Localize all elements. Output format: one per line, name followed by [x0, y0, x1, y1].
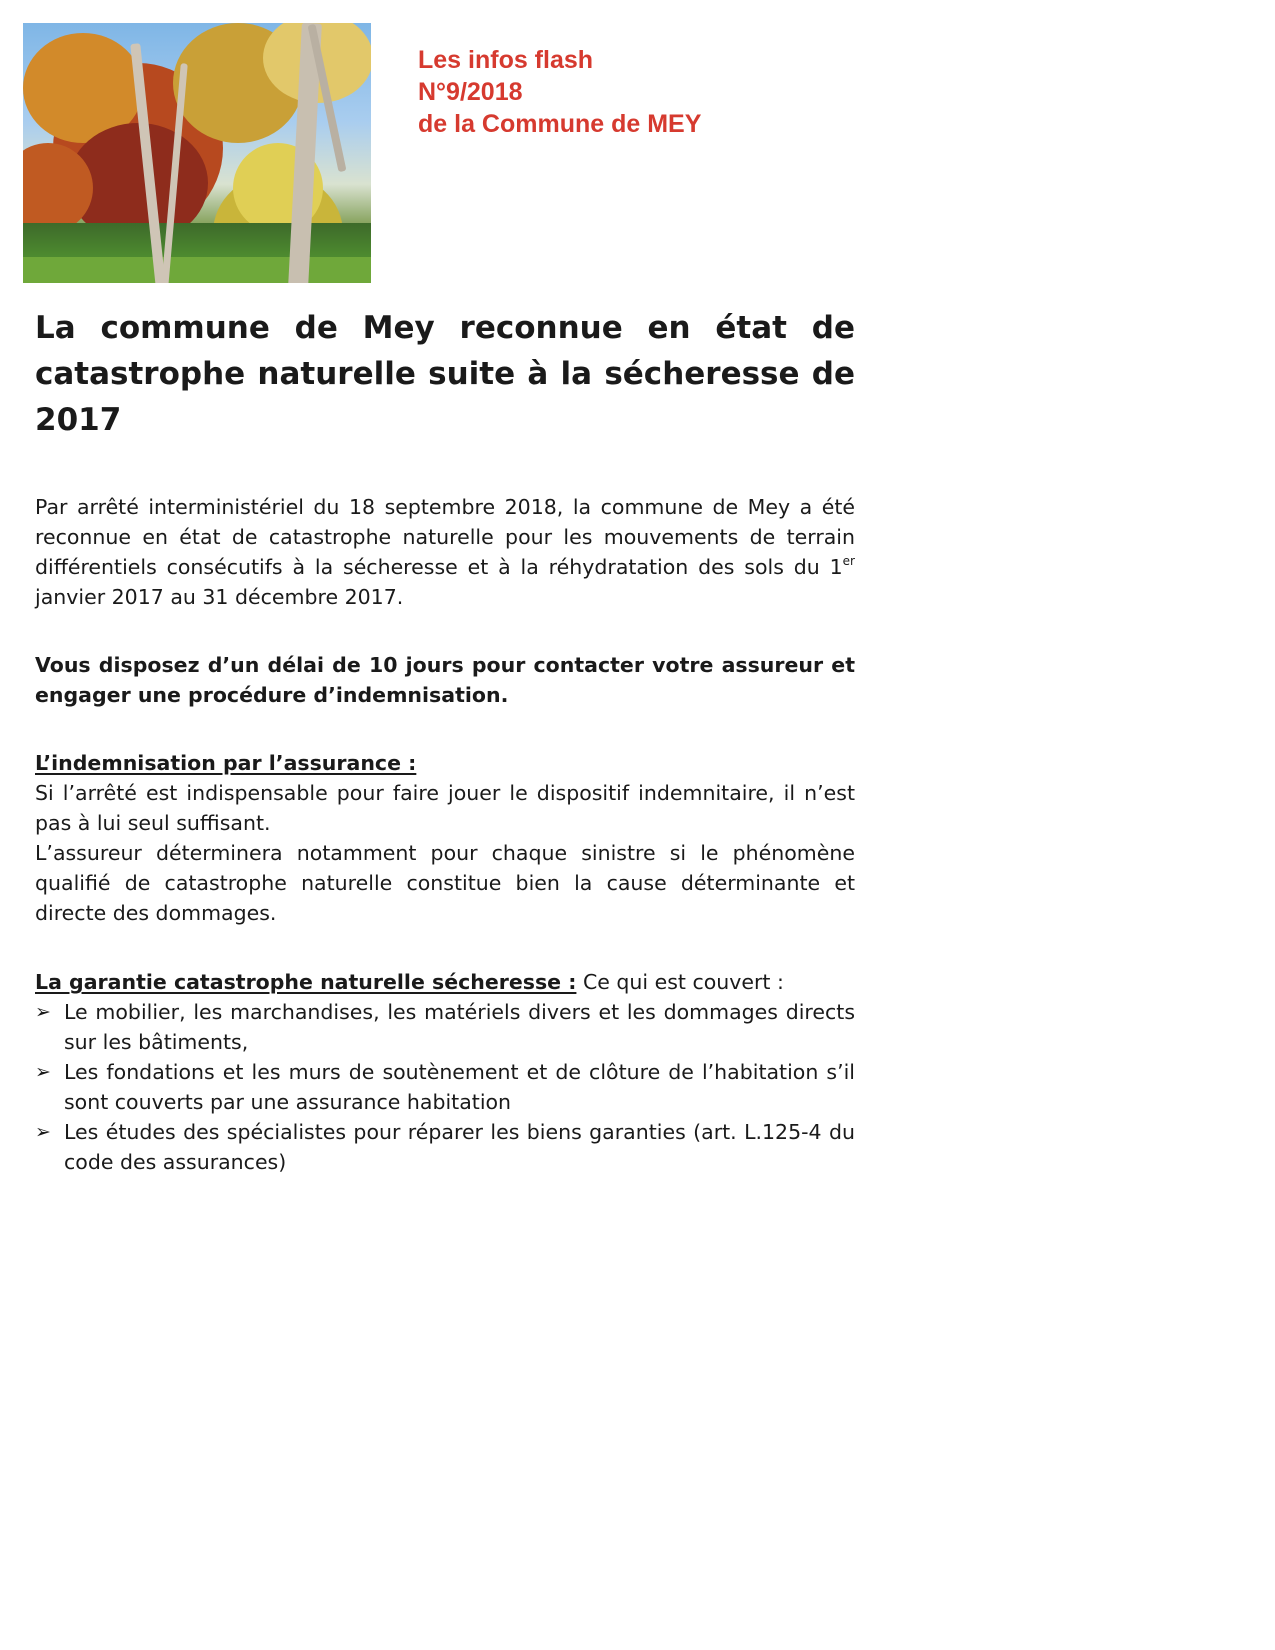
article-headline: La commune de Mey reconnue en état de catastrophe naturelle suite à la sécheresse de 2017	[35, 310, 855, 438]
indemnisation-paragraph-2: L’assureur déterminera notamment pour chaque sinistre si le phénomène qualifié de catastrophe naturelle constitue bien la cause déterminante et directe des dommages.	[35, 841, 855, 925]
list-item-text: Le mobilier, les marchandises, les matériels divers et les dommages directs sur les bâtiments,	[64, 1000, 855, 1054]
arrow-bullet-icon: ➢	[35, 1001, 51, 1023]
garantie-section	[35, 967, 855, 1177]
list-item	[35, 1117, 855, 1177]
intro-text: Par arrêté interministériel du 18 septembre 2018, la commune de Mey a été reconnue en état de catastrophe naturelle pour les mouvements de terrain différentiels consécutifs à la sécheresse et à la réhydratation des sols du 1	[35, 495, 855, 579]
header-photo-autumn-trees	[23, 23, 371, 283]
intro-text-end: janvier 2017 au 31 décembre 2017.	[35, 585, 404, 609]
indemnisation-section	[35, 748, 855, 928]
garantie-intro: Ce qui est couvert :	[576, 970, 784, 994]
deadline-notice: Vous disposez d’un délai de 10 jours pour contacter votre assureur et engager une procédure d’indemnisation.	[35, 653, 855, 707]
list-item	[35, 1057, 855, 1117]
indemnisation-paragraph-1: Si l’arrêté est indispensable pour faire jouer le dispositif indemnitaire, il n’est pas à lui seul suffisant.	[35, 781, 855, 835]
arrow-bullet-icon: ➢	[35, 1121, 51, 1143]
list-item-text: Les études des spécialistes pour réparer les biens garanties (art. L.125-4 du code des assurances)	[64, 1120, 855, 1174]
intro-paragraph	[35, 492, 855, 612]
indemnisation-heading: L’indemnisation par l’assurance :	[35, 751, 417, 775]
coverage-list	[35, 997, 855, 1177]
bulletin-title-line1: Les infos flash	[418, 46, 594, 74]
bulletin-commune: de la Commune de MEY	[418, 110, 702, 138]
intro-superscript: er	[842, 554, 855, 568]
list-item	[35, 997, 855, 1057]
bulletin-issue-number: N°9/2018	[418, 78, 523, 106]
arrow-bullet-icon: ➢	[35, 1061, 51, 1083]
garantie-heading: La garantie catastrophe naturelle sécheresse :	[35, 970, 577, 994]
garantie-heading-line	[35, 967, 855, 997]
list-item-text: Les fondations et les murs de soutènement et de clôture de l’habitation s’il sont couverts par une assurance habitation	[64, 1060, 855, 1114]
bulletin-title	[418, 44, 818, 140]
